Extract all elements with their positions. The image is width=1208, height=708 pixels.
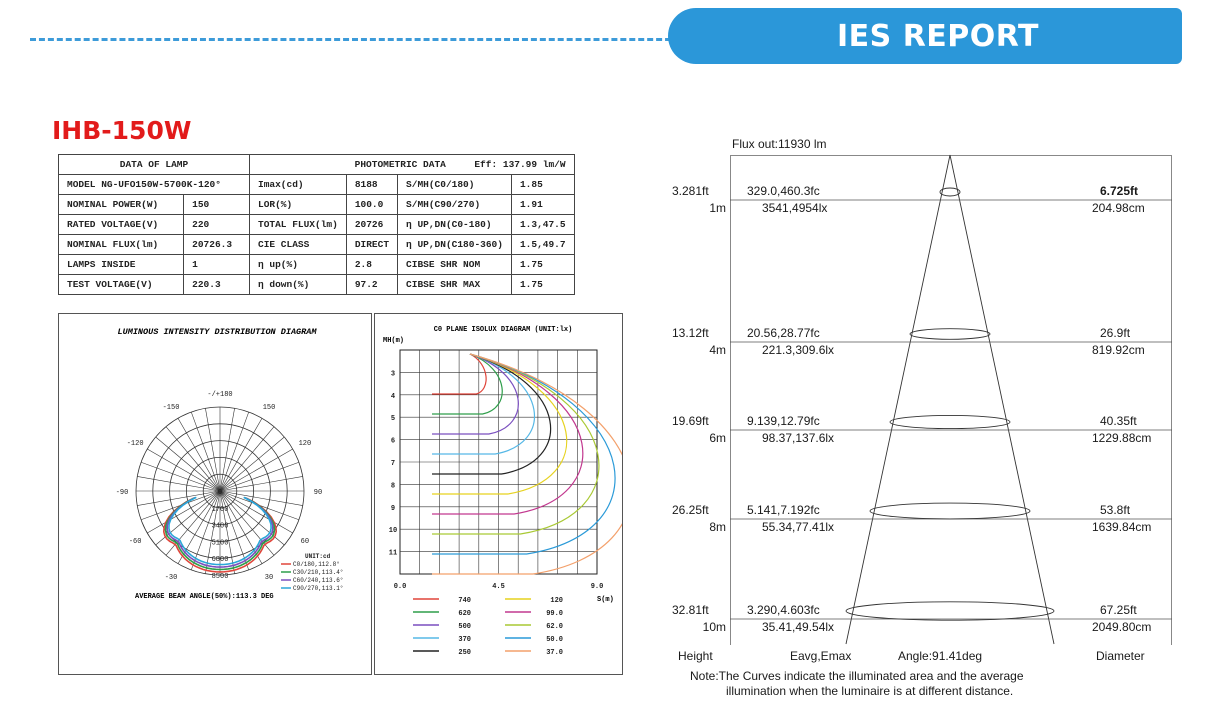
polar-diagram-panel bbox=[58, 313, 372, 675]
polar-value-label: 5100 bbox=[211, 539, 229, 548]
table-cell: MODEL NG-UFO150W-5700K-120° bbox=[59, 175, 250, 195]
table-cell: 1.75 bbox=[511, 255, 574, 275]
isolux-y-tick: 10 bbox=[388, 527, 398, 536]
table-cell: S/MH(C0/180) bbox=[398, 175, 512, 195]
cone-dcm-value: 1639.84cm bbox=[1092, 520, 1152, 534]
table-cell: 1.3,47.5 bbox=[511, 215, 574, 235]
polar-angle-label: -150 bbox=[162, 404, 180, 413]
table-cell: 20726 bbox=[346, 215, 397, 235]
cone-lx-value: 98.37,137.6lx bbox=[762, 431, 835, 445]
dashed-divider bbox=[30, 38, 680, 41]
cone-ft-value: 13.12ft bbox=[672, 326, 709, 340]
polar-angle-label: -60 bbox=[128, 538, 142, 546]
report-title: IES REPORT bbox=[836, 18, 1039, 54]
table-row bbox=[59, 275, 575, 295]
table-row bbox=[59, 255, 575, 275]
note-line-2: illumination when the luminaire is at different distance. bbox=[726, 684, 1014, 698]
table-cell: 97.2 bbox=[346, 275, 397, 295]
isolux-legend-label: 620 bbox=[458, 610, 471, 618]
polar-legend-label: C30/210,113.4° bbox=[293, 569, 344, 576]
table-cell: 20726.3 bbox=[184, 235, 250, 255]
polar-title: LUMINOUS INTENSITY DISTRIBUTION DIAGRAM bbox=[117, 327, 317, 337]
isolux-legend-label: 99.0 bbox=[546, 610, 563, 618]
table-cell: RATED VOLTAGE(V) bbox=[59, 215, 184, 235]
table-cell: CIBSE SHR MAX bbox=[398, 275, 512, 295]
polar-unit: UNIT:cd bbox=[305, 553, 331, 560]
cone-fc-value: 3.290,4.603fc bbox=[747, 603, 820, 617]
isolux-curve bbox=[432, 354, 534, 454]
polar-value-label: 6800 bbox=[211, 556, 229, 565]
polar-footer: AVERAGE BEAM ANGLE(50%):113.3 DEG bbox=[135, 593, 274, 601]
cone-dft-value: 6.725ft bbox=[1100, 184, 1139, 198]
isolux-diagram bbox=[375, 314, 622, 674]
polar-value-label: 1700 bbox=[211, 505, 229, 514]
isolux-y-tick: 5 bbox=[390, 415, 396, 424]
isolux-curve bbox=[432, 354, 567, 494]
flux-out: Flux out:11930 lm bbox=[732, 137, 827, 151]
table-cell: CIBSE SHR NOM bbox=[398, 255, 512, 275]
cone-dft-value: 26.9ft bbox=[1100, 326, 1131, 340]
table-cell: 220 bbox=[184, 215, 250, 235]
isolux-y-tick: 4 bbox=[390, 392, 396, 401]
table-cell: S/MH(C90/270) bbox=[398, 195, 512, 215]
footer-diameter: Diameter bbox=[1096, 649, 1145, 663]
table-cell: 100.0 bbox=[346, 195, 397, 215]
table-cell: 1.85 bbox=[511, 175, 574, 195]
table-cell: 1.91 bbox=[511, 195, 574, 215]
cone-m-value: 6m bbox=[709, 431, 726, 445]
isolux-x-tick: 4.5 bbox=[492, 583, 505, 591]
cone-ft-value: 3.281ft bbox=[672, 184, 709, 198]
polar-angle-label: 120 bbox=[298, 440, 312, 448]
table-cell: TOTAL FLUX(lm) bbox=[250, 215, 347, 235]
table-cell: NOMINAL FLUX(lm) bbox=[59, 235, 184, 255]
table-cell: 1.75 bbox=[511, 275, 574, 295]
isolux-y-tick: 3 bbox=[390, 370, 396, 379]
table-row bbox=[59, 235, 575, 255]
polar-angle-label: -90 bbox=[115, 489, 129, 497]
table-cell: η UP,DN(C180-360) bbox=[398, 235, 512, 255]
cone-lx-value: 3541,4954lx bbox=[762, 201, 828, 215]
isolux-y-tick: 6 bbox=[390, 437, 396, 446]
table-cell: CIE CLASS bbox=[250, 235, 347, 255]
cone-fc-value: 5.141,7.192fc bbox=[747, 503, 820, 517]
isolux-ylabel: MH(m) bbox=[383, 337, 405, 345]
cone-dft-value: 40.35ft bbox=[1100, 414, 1137, 428]
cone-dcm-value: 2049.80cm bbox=[1092, 620, 1152, 634]
isolux-xlabel: S(m) bbox=[597, 596, 614, 604]
cone-dcm-value: 1229.88cm bbox=[1092, 431, 1152, 445]
table-cell: 1.5,49.7 bbox=[511, 235, 574, 255]
polar-angle-label: -120 bbox=[126, 440, 144, 448]
table-cell: LOR(%) bbox=[250, 195, 347, 215]
cone-ft-value: 32.81ft bbox=[672, 603, 709, 617]
table-cell: Imax(cd) bbox=[250, 175, 347, 195]
polar-legend-label: C90/270,113.1° bbox=[293, 585, 344, 592]
table-cell: η up(%) bbox=[250, 255, 347, 275]
table-row bbox=[59, 215, 575, 235]
table-cell: 1 bbox=[184, 255, 250, 275]
isolux-curve bbox=[432, 354, 622, 574]
polar-value-label: 3400 bbox=[211, 522, 229, 531]
cone-lx-value: 221.3,309.6lx bbox=[762, 343, 835, 357]
table-cell: TEST VOLTAGE(V) bbox=[59, 275, 184, 295]
cone-m-value: 1m bbox=[709, 201, 726, 215]
note-line-1: Note:The Curves indicate the illuminated area and the average bbox=[690, 669, 1024, 683]
isolux-y-tick: 11 bbox=[388, 549, 398, 558]
cone-m-value: 8m bbox=[709, 520, 726, 534]
table-cell: 220.3 bbox=[184, 275, 250, 295]
polar-angle-label: 30 bbox=[264, 573, 274, 582]
isolux-legend-label: 370 bbox=[458, 636, 471, 644]
isolux-legend-label: 500 bbox=[458, 623, 471, 631]
isolux-y-tick: 7 bbox=[390, 460, 396, 468]
report-banner bbox=[668, 8, 1182, 64]
footer-height: Height bbox=[678, 649, 713, 663]
table-cell: 150 bbox=[184, 195, 250, 215]
isolux-title: C0 PLANE ISOLUX DIAGRAM (UNIT:lx) bbox=[433, 326, 573, 334]
cone-ft-value: 19.69ft bbox=[672, 414, 709, 428]
cone-dft-value: 53.8ft bbox=[1100, 503, 1131, 517]
cone-fc-value: 329.0,460.3fc bbox=[747, 184, 820, 198]
table-cell: η UP,DN(C0-180) bbox=[398, 215, 512, 235]
cone-dft-value: 67.25ft bbox=[1100, 603, 1137, 617]
cone-m-value: 4m bbox=[709, 343, 726, 357]
isolux-legend-label: 37.0 bbox=[546, 649, 563, 657]
table-cell: LAMPS INSIDE bbox=[59, 255, 184, 275]
polar-angle-label: 150 bbox=[262, 404, 276, 413]
polar-angle-label: 90 bbox=[313, 489, 323, 497]
header-data-of-lamp: DATA OF LAMP bbox=[59, 155, 250, 175]
cone-lx-value: 55.34,77.41lx bbox=[762, 520, 835, 534]
table-cell: η down(%) bbox=[250, 275, 347, 295]
polar-diagram bbox=[59, 314, 371, 674]
footer-eavg: Eavg,Emax bbox=[790, 649, 852, 663]
lamp-data-table bbox=[58, 154, 575, 295]
table-cell: DIRECT bbox=[346, 235, 397, 255]
cone-dcm-value: 204.98cm bbox=[1092, 201, 1145, 215]
footer-angle: Angle:91.41deg bbox=[898, 649, 983, 663]
table-cell: NOMINAL POWER(W) bbox=[59, 195, 184, 215]
isolux-x-tick: 9.0 bbox=[590, 583, 604, 591]
isolux-diagram-panel bbox=[374, 313, 623, 675]
polar-angle-label: -/+180 bbox=[207, 391, 233, 399]
cone-m-value: 10m bbox=[702, 620, 726, 634]
isolux-legend-label: 250 bbox=[458, 649, 471, 657]
isolux-y-tick: 9 bbox=[390, 504, 396, 513]
isolux-legend-label: 120 bbox=[550, 597, 563, 605]
cone-ft-value: 26.25ft bbox=[672, 503, 709, 517]
isolux-legend-label: 50.0 bbox=[546, 636, 563, 644]
polar-angle-label: 60 bbox=[300, 538, 310, 546]
cone-fc-value: 9.139,12.79fc bbox=[747, 414, 820, 428]
isolux-legend-label: 62.0 bbox=[546, 623, 563, 631]
isolux-x-tick: 0.0 bbox=[393, 583, 407, 591]
polar-value-label: 0 bbox=[217, 489, 223, 497]
table-header-row bbox=[59, 155, 575, 175]
cone-lx-value: 35.41,49.54lx bbox=[762, 620, 835, 634]
table-row bbox=[59, 195, 575, 215]
polar-legend-label: C60/240,113.6° bbox=[293, 577, 344, 584]
cone-diagram-panel bbox=[730, 155, 1172, 645]
table-cell: 2.8 bbox=[346, 255, 397, 275]
isolux-y-tick: 8 bbox=[390, 482, 396, 491]
model-title: IHB-150W bbox=[52, 116, 192, 145]
cone-fc-value: 20.56,28.77fc bbox=[747, 326, 820, 340]
table-cell: 8188 bbox=[346, 175, 397, 195]
polar-angle-label: -30 bbox=[164, 573, 178, 582]
isolux-legend-label: 740 bbox=[458, 597, 471, 605]
table-row bbox=[59, 175, 575, 195]
cone-dcm-value: 819.92cm bbox=[1092, 343, 1145, 357]
polar-legend-label: C0/180,112.8° bbox=[293, 561, 340, 568]
polar-value-label: 8500 bbox=[211, 573, 229, 581]
header-photometric-data: PHOTOMETRIC DATA Eff: 137.99 lm/W bbox=[250, 155, 575, 175]
